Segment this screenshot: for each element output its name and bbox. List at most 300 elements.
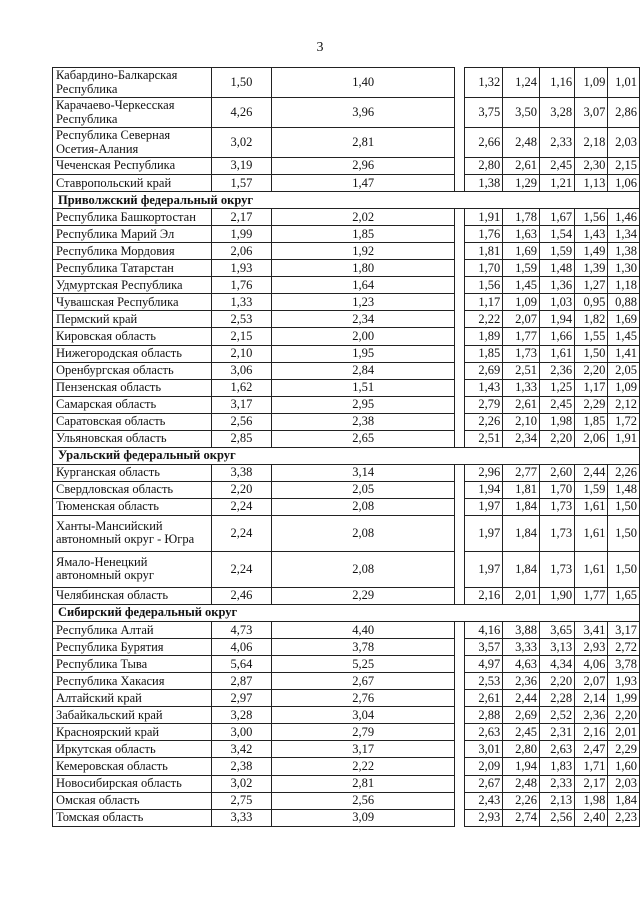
value-c5: 1,66 — [540, 328, 575, 345]
value-c3: 1,89 — [464, 328, 503, 345]
value-c6: 1,27 — [575, 277, 608, 294]
value-c2: 2,81 — [272, 128, 454, 158]
value-c2: 3,14 — [272, 464, 454, 481]
value-c6: 2,29 — [575, 396, 608, 413]
table-row — [53, 311, 640, 328]
table-row — [53, 294, 640, 311]
value-c1: 1,99 — [211, 226, 272, 243]
value-c6: 1,61 — [575, 515, 608, 551]
value-c5: 2,28 — [540, 690, 575, 707]
region-name: Тюменская область — [53, 498, 212, 515]
value-c1: 1,33 — [211, 294, 272, 311]
value-c5: 1,48 — [540, 260, 575, 277]
value-c3: 2,66 — [464, 128, 503, 158]
value-c5: 1,36 — [540, 277, 575, 294]
value-c7: 2,86 — [608, 98, 640, 128]
value-c1: 1,93 — [211, 260, 272, 277]
value-c1: 2,46 — [211, 587, 272, 604]
value-c1: 1,57 — [211, 175, 272, 192]
value-c6: 1,77 — [575, 587, 608, 604]
value-c4: 2,26 — [503, 792, 540, 809]
value-c1: 3,42 — [211, 741, 272, 758]
table-row — [53, 430, 640, 447]
value-c4: 1,81 — [503, 481, 540, 498]
value-c7: 1,93 — [608, 673, 640, 690]
table-row — [53, 587, 640, 604]
value-c7: 1,09 — [608, 379, 640, 396]
value-c3: 2,96 — [464, 464, 503, 481]
column-gap — [454, 551, 464, 587]
value-c1: 2,15 — [211, 328, 272, 345]
region-name: Забайкальский край — [53, 707, 212, 724]
column-gap — [454, 809, 464, 826]
value-c4: 1,09 — [503, 294, 540, 311]
column-gap — [454, 68, 464, 98]
value-c2: 2,65 — [272, 430, 454, 447]
value-c5: 1,25 — [540, 379, 575, 396]
column-gap — [454, 724, 464, 741]
column-gap — [454, 311, 464, 328]
value-c4: 1,29 — [503, 175, 540, 192]
region-name: Республика Башкортостан — [53, 209, 212, 226]
table-row — [53, 741, 640, 758]
value-c5: 1,59 — [540, 243, 575, 260]
value-c2: 3,78 — [272, 639, 454, 656]
region-name: Республика Тыва — [53, 656, 212, 673]
column-gap — [454, 294, 464, 311]
value-c4: 3,88 — [503, 622, 540, 639]
value-c3: 3,01 — [464, 741, 503, 758]
column-gap — [454, 396, 464, 413]
table-row — [53, 345, 640, 362]
table-row — [53, 707, 640, 724]
value-c7: 3,78 — [608, 656, 640, 673]
table-row — [53, 809, 640, 826]
value-c3: 2,69 — [464, 362, 503, 379]
value-c7: 1,38 — [608, 243, 640, 260]
value-c4: 2,74 — [503, 809, 540, 826]
value-c3: 2,53 — [464, 673, 503, 690]
value-c5: 1,73 — [540, 515, 575, 551]
value-c5: 2,20 — [540, 673, 575, 690]
value-c4: 1,84 — [503, 551, 540, 587]
value-c7: 1,18 — [608, 277, 640, 294]
value-c1: 2,17 — [211, 209, 272, 226]
region-name: Челябинская область — [53, 587, 212, 604]
value-c7: 2,05 — [608, 362, 640, 379]
value-c5: 4,34 — [540, 656, 575, 673]
region-name: Саратовская область — [53, 413, 212, 430]
value-c4: 1,84 — [503, 515, 540, 551]
table-row — [53, 639, 640, 656]
value-c4: 2,80 — [503, 741, 540, 758]
table-row — [53, 481, 640, 498]
value-c7: 1,01 — [608, 68, 640, 98]
value-c7: 1,46 — [608, 209, 640, 226]
value-c3: 1,97 — [464, 551, 503, 587]
value-c3: 1,97 — [464, 515, 503, 551]
value-c3: 4,16 — [464, 622, 503, 639]
region-name: Ставропольский край — [53, 175, 212, 192]
value-c1: 3,33 — [211, 809, 272, 826]
value-c2: 2,38 — [272, 413, 454, 430]
value-c7: 1,30 — [608, 260, 640, 277]
value-c3: 2,43 — [464, 792, 503, 809]
value-c3: 2,09 — [464, 758, 503, 775]
value-c1: 3,28 — [211, 707, 272, 724]
value-c1: 2,97 — [211, 690, 272, 707]
value-c5: 1,03 — [540, 294, 575, 311]
value-c5: 1,54 — [540, 226, 575, 243]
value-c7: 1,50 — [608, 551, 640, 587]
value-c6: 1,82 — [575, 311, 608, 328]
value-c6: 2,20 — [575, 362, 608, 379]
column-gap — [454, 656, 464, 673]
table-row — [53, 328, 640, 345]
table-row — [53, 792, 640, 809]
value-c6: 4,06 — [575, 656, 608, 673]
column-gap — [454, 175, 464, 192]
value-c3: 1,97 — [464, 498, 503, 515]
value-c6: 2,07 — [575, 673, 608, 690]
value-c3: 1,17 — [464, 294, 503, 311]
value-c2: 2,56 — [272, 792, 454, 809]
section-row — [53, 605, 640, 622]
value-c5: 1,67 — [540, 209, 575, 226]
value-c2: 1,80 — [272, 260, 454, 277]
region-name: Республика Алтай — [53, 622, 212, 639]
value-c7: 1,50 — [608, 515, 640, 551]
region-name: Томская область — [53, 809, 212, 826]
value-c4: 1,59 — [503, 260, 540, 277]
value-c4: 2,01 — [503, 587, 540, 604]
value-c4: 1,24 — [503, 68, 540, 98]
value-c7: 1,84 — [608, 792, 640, 809]
table-row — [53, 68, 640, 98]
value-c6: 1,61 — [575, 551, 608, 587]
value-c7: 1,48 — [608, 481, 640, 498]
region-name: Чувашская Республика — [53, 294, 212, 311]
column-gap — [454, 622, 464, 639]
value-c2: 2,95 — [272, 396, 454, 413]
value-c4: 2,10 — [503, 413, 540, 430]
value-c7: 3,17 — [608, 622, 640, 639]
region-name: Новосибирская область — [53, 775, 212, 792]
value-c5: 2,60 — [540, 464, 575, 481]
region-name: Самарская область — [53, 396, 212, 413]
value-c3: 1,85 — [464, 345, 503, 362]
table-row — [53, 724, 640, 741]
region-name: Ямало-Ненецкий автономный округ — [53, 551, 212, 587]
value-c7: 1,72 — [608, 413, 640, 430]
column-gap — [454, 362, 464, 379]
value-c6: 2,44 — [575, 464, 608, 481]
value-c6: 2,16 — [575, 724, 608, 741]
value-c1: 3,06 — [211, 362, 272, 379]
value-c2: 1,92 — [272, 243, 454, 260]
column-gap — [454, 413, 464, 430]
value-c6: 2,40 — [575, 809, 608, 826]
value-c7: 1,91 — [608, 430, 640, 447]
value-c4: 2,48 — [503, 128, 540, 158]
value-c1: 4,26 — [211, 98, 272, 128]
value-c1: 3,19 — [211, 158, 272, 175]
value-c1: 2,85 — [211, 430, 272, 447]
value-c3: 3,75 — [464, 98, 503, 128]
table-row — [53, 128, 640, 158]
value-c7: 2,03 — [608, 775, 640, 792]
value-c2: 2,76 — [272, 690, 454, 707]
value-c1: 3,02 — [211, 775, 272, 792]
value-c7: 1,60 — [608, 758, 640, 775]
value-c5: 2,33 — [540, 775, 575, 792]
column-gap — [454, 481, 464, 498]
column-gap — [454, 587, 464, 604]
value-c3: 2,16 — [464, 587, 503, 604]
region-name: Ханты-Мансийский автономный округ - Югра — [53, 515, 212, 551]
value-c7: 2,20 — [608, 707, 640, 724]
value-c5: 1,90 — [540, 587, 575, 604]
table-row — [53, 413, 640, 430]
value-c2: 4,40 — [272, 622, 454, 639]
value-c5: 1,61 — [540, 345, 575, 362]
table-row — [53, 260, 640, 277]
value-c3: 1,32 — [464, 68, 503, 98]
value-c6: 2,93 — [575, 639, 608, 656]
value-c4: 2,07 — [503, 311, 540, 328]
value-c3: 2,67 — [464, 775, 503, 792]
column-gap — [454, 741, 464, 758]
value-c1: 3,38 — [211, 464, 272, 481]
value-c4: 1,73 — [503, 345, 540, 362]
value-c7: 2,29 — [608, 741, 640, 758]
value-c2: 1,85 — [272, 226, 454, 243]
value-c5: 1,73 — [540, 498, 575, 515]
column-gap — [454, 515, 464, 551]
value-c2: 2,00 — [272, 328, 454, 345]
column-gap — [454, 639, 464, 656]
value-c6: 1,50 — [575, 345, 608, 362]
value-c2: 2,22 — [272, 758, 454, 775]
column-gap — [454, 707, 464, 724]
value-c1: 1,50 — [211, 68, 272, 98]
value-c6: 1,09 — [575, 68, 608, 98]
table-row — [53, 551, 640, 587]
value-c7: 1,69 — [608, 311, 640, 328]
value-c3: 1,76 — [464, 226, 503, 243]
value-c5: 2,31 — [540, 724, 575, 741]
value-c2: 1,40 — [272, 68, 454, 98]
table-row — [53, 175, 640, 192]
value-c6: 1,17 — [575, 379, 608, 396]
value-c4: 2,36 — [503, 673, 540, 690]
coefficient-table — [52, 67, 640, 827]
value-c6: 0,95 — [575, 294, 608, 311]
table-row — [53, 775, 640, 792]
value-c4: 2,44 — [503, 690, 540, 707]
column-gap — [454, 464, 464, 481]
table-row — [53, 209, 640, 226]
section-title: Уральский федеральный округ — [53, 447, 640, 464]
value-c4: 2,45 — [503, 724, 540, 741]
value-c1: 1,62 — [211, 379, 272, 396]
table-row — [53, 464, 640, 481]
value-c5: 2,13 — [540, 792, 575, 809]
value-c6: 1,85 — [575, 413, 608, 430]
section-title: Приволжский федеральный округ — [53, 192, 640, 209]
value-c6: 2,30 — [575, 158, 608, 175]
value-c3: 1,81 — [464, 243, 503, 260]
value-c4: 1,69 — [503, 243, 540, 260]
value-c4: 1,33 — [503, 379, 540, 396]
column-gap — [454, 379, 464, 396]
value-c6: 1,49 — [575, 243, 608, 260]
section-title: Сибирский федеральный округ — [53, 605, 640, 622]
value-c7: 2,01 — [608, 724, 640, 741]
value-c1: 2,24 — [211, 551, 272, 587]
region-name: Пермский край — [53, 311, 212, 328]
value-c3: 2,61 — [464, 690, 503, 707]
value-c3: 2,26 — [464, 413, 503, 430]
value-c5: 3,28 — [540, 98, 575, 128]
column-gap — [454, 158, 464, 175]
value-c7: 1,06 — [608, 175, 640, 192]
column-gap — [454, 209, 464, 226]
value-c1: 1,76 — [211, 277, 272, 294]
region-name: Республика Хакасия — [53, 673, 212, 690]
region-name: Оренбургская область — [53, 362, 212, 379]
value-c4: 1,84 — [503, 498, 540, 515]
value-c3: 1,43 — [464, 379, 503, 396]
column-gap — [454, 328, 464, 345]
value-c1: 2,53 — [211, 311, 272, 328]
value-c3: 2,80 — [464, 158, 503, 175]
value-c1: 3,02 — [211, 128, 272, 158]
value-c2: 2,84 — [272, 362, 454, 379]
value-c3: 2,63 — [464, 724, 503, 741]
region-name: Иркутская область — [53, 741, 212, 758]
value-c5: 3,65 — [540, 622, 575, 639]
value-c7: 2,23 — [608, 809, 640, 826]
value-c3: 1,91 — [464, 209, 503, 226]
value-c2: 2,05 — [272, 481, 454, 498]
value-c6: 2,36 — [575, 707, 608, 724]
value-c4: 4,63 — [503, 656, 540, 673]
value-c5: 1,98 — [540, 413, 575, 430]
region-name: Республика Бурятия — [53, 639, 212, 656]
value-c4: 2,34 — [503, 430, 540, 447]
value-c7: 2,72 — [608, 639, 640, 656]
value-c4: 1,77 — [503, 328, 540, 345]
region-name: Республика Мордовия — [53, 243, 212, 260]
value-c4: 1,94 — [503, 758, 540, 775]
value-c6: 2,17 — [575, 775, 608, 792]
region-name: Карачаево-Черкесская Республика — [53, 98, 212, 128]
value-c2: 2,81 — [272, 775, 454, 792]
value-c5: 2,56 — [540, 809, 575, 826]
value-c1: 2,38 — [211, 758, 272, 775]
value-c3: 2,79 — [464, 396, 503, 413]
value-c5: 2,20 — [540, 430, 575, 447]
value-c7: 0,88 — [608, 294, 640, 311]
value-c1: 2,24 — [211, 498, 272, 515]
value-c6: 2,14 — [575, 690, 608, 707]
value-c1: 4,73 — [211, 622, 272, 639]
value-c2: 1,95 — [272, 345, 454, 362]
value-c3: 1,56 — [464, 277, 503, 294]
value-c6: 1,98 — [575, 792, 608, 809]
value-c3: 2,51 — [464, 430, 503, 447]
page-number: 3 — [316, 40, 324, 55]
region-name: Кировская область — [53, 328, 212, 345]
table-row — [53, 379, 640, 396]
table-row — [53, 656, 640, 673]
value-c5: 2,63 — [540, 741, 575, 758]
region-name: Омская область — [53, 792, 212, 809]
value-c5: 2,36 — [540, 362, 575, 379]
table-row — [53, 362, 640, 379]
value-c3: 4,97 — [464, 656, 503, 673]
table-row — [53, 98, 640, 128]
value-c7: 2,15 — [608, 158, 640, 175]
region-name: Пензенская область — [53, 379, 212, 396]
region-name: Алтайский край — [53, 690, 212, 707]
value-c1: 2,56 — [211, 413, 272, 430]
table-row — [53, 396, 640, 413]
value-c4: 2,77 — [503, 464, 540, 481]
value-c6: 2,06 — [575, 430, 608, 447]
region-name: Нижегородская область — [53, 345, 212, 362]
value-c5: 1,70 — [540, 481, 575, 498]
region-name: Ульяновская область — [53, 430, 212, 447]
value-c5: 1,21 — [540, 175, 575, 192]
value-c2: 3,96 — [272, 98, 454, 128]
value-c6: 3,41 — [575, 622, 608, 639]
table-row — [53, 690, 640, 707]
value-c2: 2,08 — [272, 498, 454, 515]
region-name: Курганская область — [53, 464, 212, 481]
value-c2: 2,08 — [272, 515, 454, 551]
value-c6: 1,39 — [575, 260, 608, 277]
value-c2: 2,08 — [272, 551, 454, 587]
table-row — [53, 226, 640, 243]
value-c2: 1,23 — [272, 294, 454, 311]
value-c1: 2,10 — [211, 345, 272, 362]
value-c3: 1,38 — [464, 175, 503, 192]
column-gap — [454, 498, 464, 515]
value-c1: 2,87 — [211, 673, 272, 690]
value-c7: 2,12 — [608, 396, 640, 413]
region-name: Кабардино-Балкарская Республика — [53, 68, 212, 98]
value-c4: 1,45 — [503, 277, 540, 294]
column-gap — [454, 345, 464, 362]
value-c5: 1,83 — [540, 758, 575, 775]
region-name: Кемеровская область — [53, 758, 212, 775]
section-row — [53, 192, 640, 209]
value-c4: 3,50 — [503, 98, 540, 128]
value-c3: 1,94 — [464, 481, 503, 498]
table-row — [53, 673, 640, 690]
value-c2: 1,47 — [272, 175, 454, 192]
table-row — [53, 498, 640, 515]
value-c5: 1,16 — [540, 68, 575, 98]
value-c7: 1,65 — [608, 587, 640, 604]
value-c7: 1,99 — [608, 690, 640, 707]
value-c5: 3,13 — [540, 639, 575, 656]
region-name: Удмуртская Республика — [53, 277, 212, 294]
value-c2: 2,79 — [272, 724, 454, 741]
value-c3: 3,57 — [464, 639, 503, 656]
